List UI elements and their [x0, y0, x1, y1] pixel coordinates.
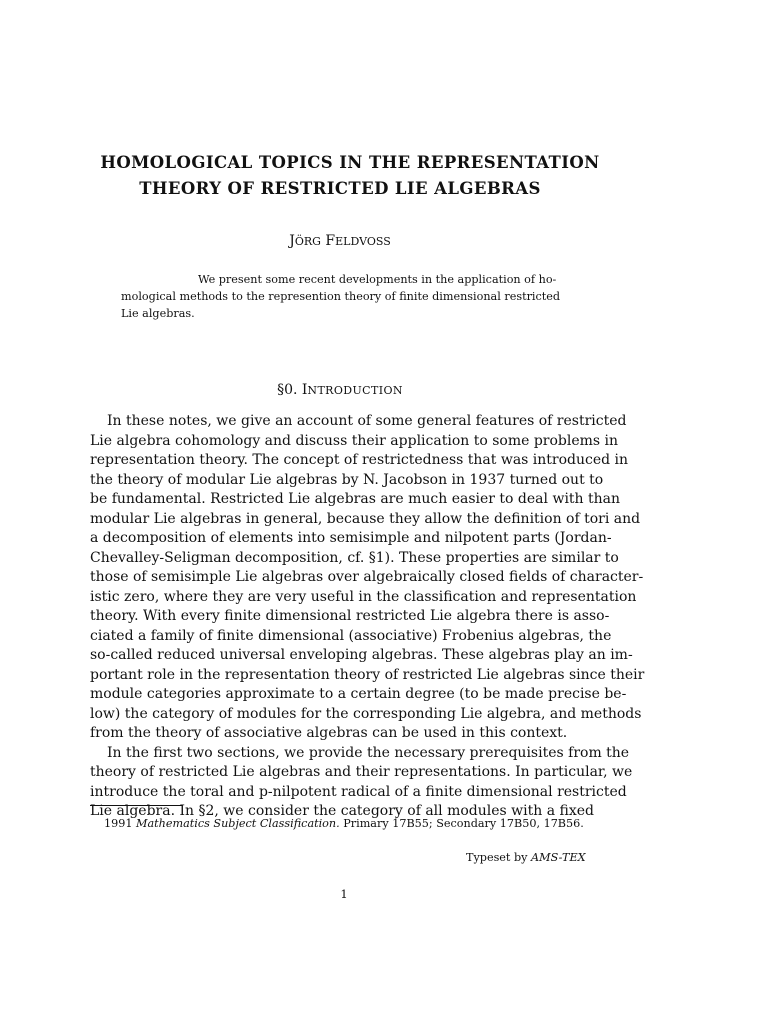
- body-line: In these notes, we give an account of some general features of restricted: [107, 413, 627, 429]
- page-number: 1: [340, 887, 348, 901]
- abstract: [121, 271, 561, 322]
- body-line: low) the category of modules for the corresponding Lie algebra, and methods: [90, 705, 642, 722]
- body-line: In the first two sections, we provide the necessary prerequisites from the: [107, 744, 630, 761]
- abstract-line: mological methods to the represention theory of finite dimensional restricted: [121, 290, 561, 303]
- typeset-prefix: Typeset by: [466, 851, 528, 864]
- section-rest: NTRODUCTION: [307, 384, 403, 397]
- footnote: [104, 817, 584, 830]
- section-heading: [0, 382, 680, 398]
- paper-title-line-2: [10, 178, 670, 200]
- author-surname-rest: ELDVOSS: [335, 235, 391, 248]
- body-line: introduce the toral and p-nilpotent radical of a finite dimensional restricted: [90, 783, 627, 800]
- body-line: the theory of modular Lie algebras by N. Jacobson in 1937 turned out to: [90, 471, 604, 488]
- body-line: ciated a family of finite dimensional (associative) Frobenius algebras, the: [90, 627, 612, 644]
- body-text: [90, 412, 645, 822]
- paper-title: [0, 152, 700, 174]
- author-surname-initial: F: [325, 233, 336, 249]
- typeset-system: AMS-TEX: [531, 851, 586, 864]
- body-line: module categories approximate to a certain degree (to be made precise be-: [90, 686, 627, 702]
- footnote-rule: [90, 805, 182, 806]
- body-line: Lie algebra. In §2, we consider the category of all modules with a fixed: [90, 803, 594, 819]
- abstract-line: We present some recent developments in the application of ho-: [198, 273, 557, 286]
- typeset-credit: [466, 851, 586, 864]
- body-line: theory. With every finite dimensional restricted Lie algebra there is asso-: [90, 608, 610, 624]
- section-number: §0.: [277, 382, 298, 398]
- body-line: modular Lie algebras in general, because they allow the definition of tori and: [90, 510, 641, 527]
- footnote-label: Mathematics Subject Classification.: [136, 817, 340, 830]
- author-name: [0, 233, 680, 249]
- body-line: a decomposition of elements into semisimple and nilpotent parts (Jordan-: [90, 530, 612, 546]
- body-line: from the theory of associative algebras can be used in this context.: [90, 725, 568, 741]
- title-line-2: THEORY OF RESTRICTED LIE ALGEBRAS: [139, 179, 541, 198]
- body-line: Lie algebra cohomology and discuss their application to some problems in: [90, 432, 619, 449]
- footnote-text: Primary 17B55; Secondary 17B50, 17B56.: [343, 817, 584, 830]
- body-line: theory of restricted Lie algebras and their representations. In particular, we: [90, 764, 633, 780]
- body-line: be fundamental. Restricted Lie algebras are much easier to deal with than: [90, 491, 621, 507]
- footnote-year: 1991: [104, 817, 133, 830]
- body-line: those of semisimple Lie algebras over algebraically closed fields of character-: [90, 569, 644, 585]
- body-line: Chevalley-Seligman decomposition, cf. §1). These properties are similar to: [90, 549, 619, 566]
- body-line: representation theory. The concept of restrictedness that was introduced in: [90, 452, 629, 468]
- body-line: portant role in the representation theory of restricted Lie algebras since their: [90, 666, 645, 683]
- title-line-1: HOMOLOGICAL TOPICS IN THE REPRESENTATION: [100, 153, 600, 172]
- body-line: so-called reduced universal enveloping algebras. These algebras play an im-: [90, 647, 633, 663]
- author-first-rest: ÖRG: [294, 235, 321, 248]
- author-first-initial: J: [289, 233, 295, 249]
- abstract-line: Lie algebras.: [121, 307, 195, 320]
- body-line: istic zero, where they are very useful in the classification and representation: [90, 588, 637, 605]
- section-initial: I: [301, 382, 308, 398]
